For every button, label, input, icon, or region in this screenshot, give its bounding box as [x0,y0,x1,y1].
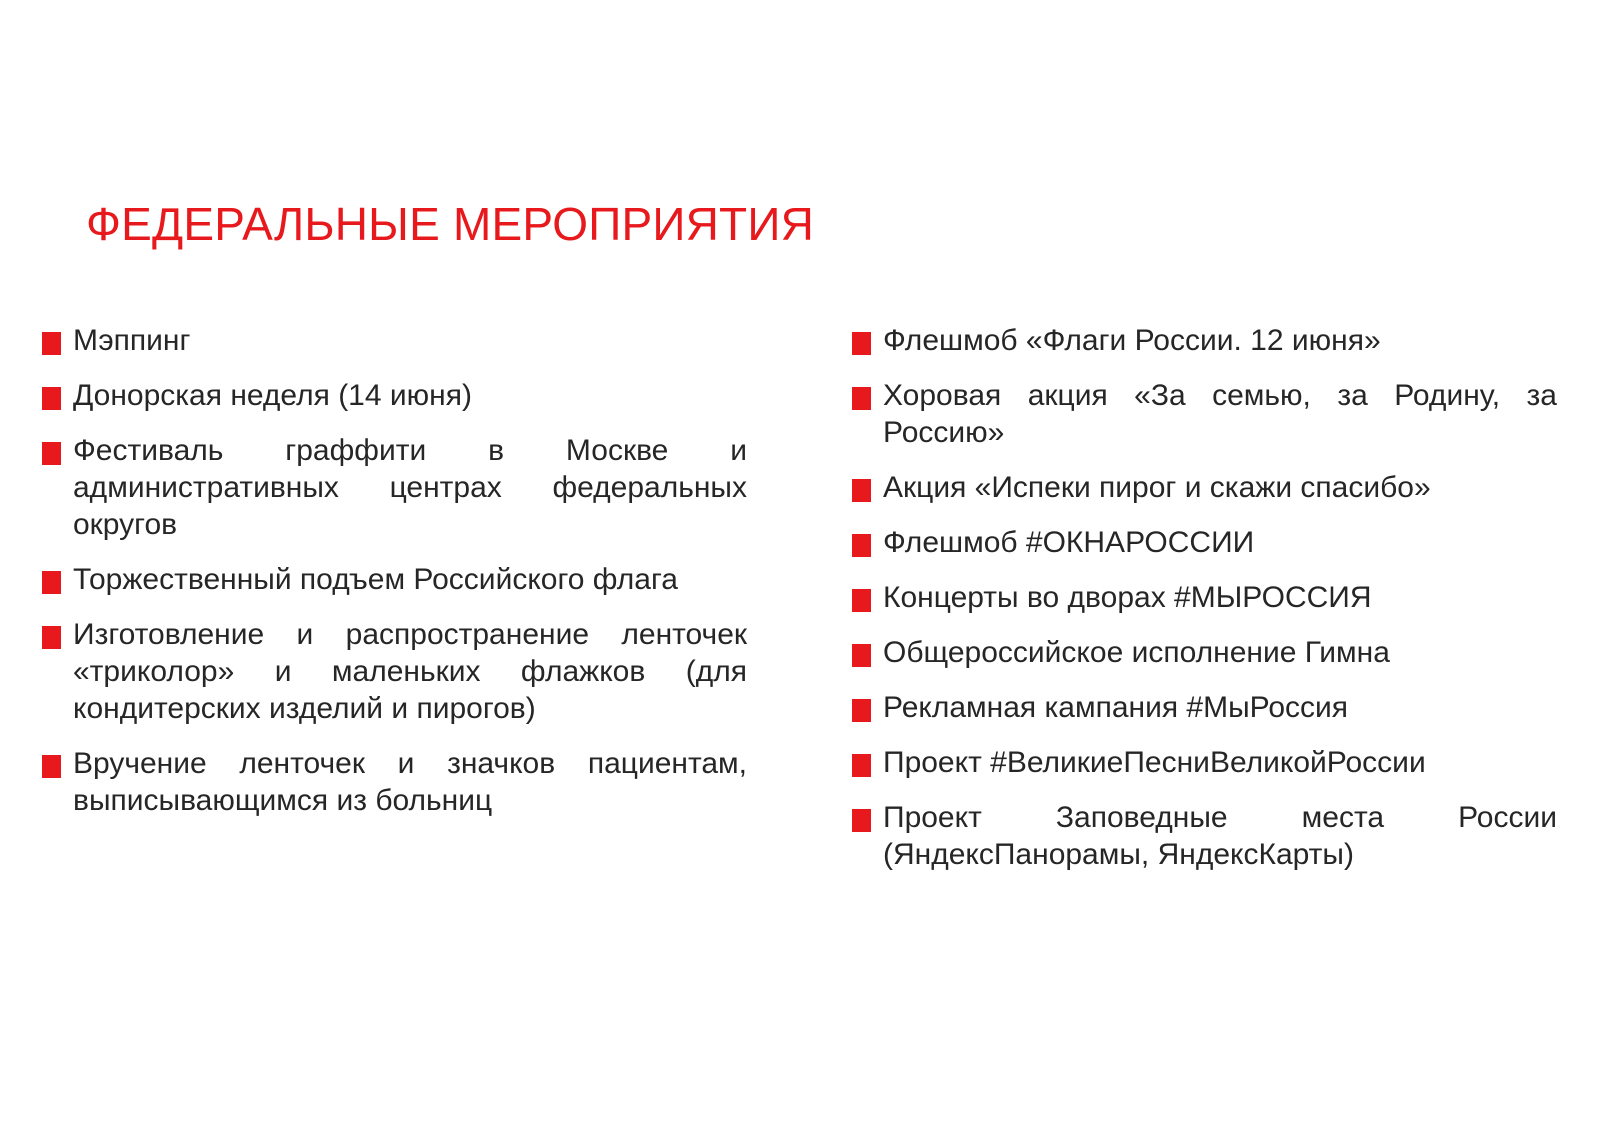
list-item [852,377,1557,451]
red-square-bullet-icon [42,571,61,594]
list-item-text: Флешмоб #ОКНАРОССИИ [883,526,1255,559]
red-square-bullet-icon [42,755,61,778]
red-square-bullet-icon [852,699,871,722]
list-item-text: Хоровая акция «За семью, за Родину, за Россию» [883,379,1557,449]
list-item [42,561,747,598]
list-item-text: Торжественный подъем Российского флага [73,563,678,596]
list-item-text: Проект #ВеликиеПесниВеликойРоссии [883,746,1426,779]
list-item-text: Мэппинг [73,324,191,357]
red-square-bullet-icon [852,387,871,410]
slide-title: ФЕДЕРАЛЬНЫЕ МЕРОПРИЯТИЯ [86,198,815,250]
list-item [852,689,1557,726]
list-item [42,322,747,359]
red-square-bullet-icon [852,809,871,832]
red-square-bullet-icon [42,626,61,649]
red-square-bullet-icon [852,332,871,355]
red-square-bullet-icon [852,754,871,777]
red-square-bullet-icon [42,442,61,465]
red-square-bullet-icon [852,589,871,612]
red-square-bullet-icon [42,332,61,355]
list-item [42,745,747,819]
list-item-text: Донорская неделя (14 июня) [73,379,472,412]
list-item-text: Концерты во дворах #МЫРОССИЯ [883,581,1372,614]
right-event-list [852,322,1557,891]
list-item [42,377,747,414]
list-item [852,634,1557,671]
red-square-bullet-icon [852,644,871,667]
list-item [42,616,747,727]
list-item-text: Вручение ленточек и значков пациентам, выписывающимся из больниц [73,747,747,817]
red-square-bullet-icon [852,479,871,502]
list-item-text: Рекламная кампания #МыРоссия [883,691,1349,724]
list-item [852,799,1557,873]
list-item [852,469,1557,506]
list-item-text: Флешмоб «Флаги России. 12 июня» [883,324,1381,357]
list-item [852,524,1557,561]
list-item [852,322,1557,359]
list-item-text: Фестиваль граффити в Москве и административных центрах федеральных округов [73,434,747,541]
list-item [852,579,1557,616]
list-item [852,744,1557,781]
list-item-text: Акция «Испеки пирог и скажи спасибо» [883,471,1431,504]
list-item-text: Общероссийское исполнение Гимна [883,636,1390,669]
list-item-text: Проект Заповедные места России (ЯндексПанорамы, ЯндексКарты) [883,801,1557,871]
left-event-list [42,322,747,837]
list-item-text: Изготовление и распространение ленточек «триколор» и маленьких флажков (для кондитерских изделий и пирогов) [73,618,747,725]
red-square-bullet-icon [42,387,61,410]
red-square-bullet-icon [852,534,871,557]
list-item [42,432,747,543]
